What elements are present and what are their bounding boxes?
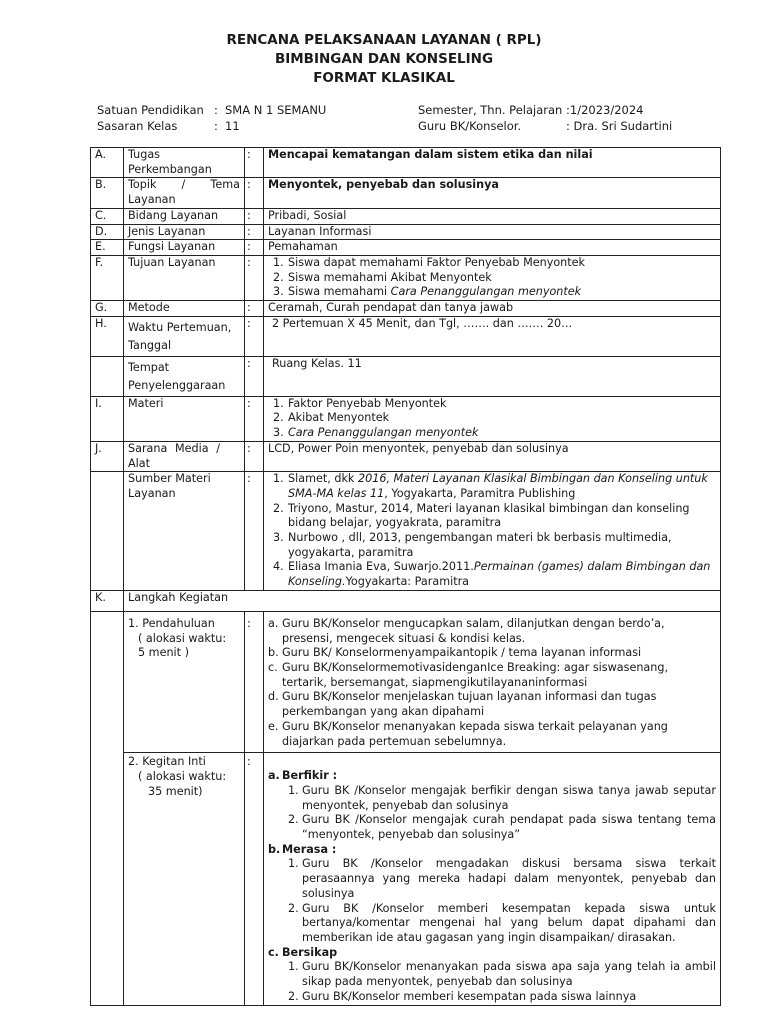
- label-line: Tempat: [128, 360, 170, 374]
- row-label: Fungsi Layanan: [124, 240, 245, 256]
- list-marker: 2.: [273, 501, 284, 515]
- reference-item: [268, 560, 716, 589]
- table-row: [91, 240, 721, 256]
- list-item: [268, 426, 716, 441]
- list-text: Guru BK/Konselor menjelaskan tujuan layanan informasi dan tugas perkembangan yang akan dipahami: [282, 690, 657, 719]
- list-marker: 3.: [273, 285, 284, 299]
- doc-title-line1: RENCANA PELAKSANAAN LAYANAN ( RPL): [226, 32, 542, 48]
- doc-title-line2: BIMBINGAN DAN KONSELING: [274, 51, 494, 67]
- row-number: [91, 611, 124, 1005]
- list-marker: a.: [268, 769, 280, 783]
- row-label: [124, 753, 245, 1006]
- row-number: E.: [91, 240, 124, 256]
- list-marker: 1.: [273, 396, 284, 410]
- row-number: G.: [91, 301, 124, 317]
- row-label: Jenis Layanan: [124, 224, 245, 240]
- list-marker: 3.: [273, 531, 284, 545]
- label-word: /: [181, 178, 186, 192]
- list-text: Guru BK/Konselor mengucapkan salam, dilanjutkan dengan berdo’a, presensi, mengecek situasi & kondisi kelas.: [282, 616, 665, 645]
- table-row: [91, 472, 721, 591]
- list-text: Guru BK /Konselor mengajak berfikir dengan siswa tanya jawab seputar menyontek, penyebab dan solusinya: [302, 783, 716, 812]
- table-row: [91, 441, 721, 471]
- list-text: Guru BK /Konselor memberi kesempatan kepada siswa untuk bertanya/komentar mengenai hal yang belum dapat dipahami dan memberikan ide atau gagasan yang ingin disampaikan/ dirasakan.: [302, 901, 716, 944]
- row-value: [264, 396, 721, 441]
- row-value: [264, 472, 721, 591]
- list-text: Guru BK/KonselormemotivasidenganIce Breaking: agar siswasenang, tertarik, bersemangat, siapmengikutilayananinformasi: [282, 660, 669, 689]
- table-row: [91, 590, 721, 611]
- list-marker: 1.: [273, 472, 284, 486]
- list-text-italic: Cara Penanggulangan menyontek: [390, 285, 582, 299]
- satuan-pendidikan-label: Satuan Pendidikan: [97, 103, 204, 117]
- row-value: LCD, Power Poin menyontek, penyebab dan solusinya: [264, 441, 721, 471]
- colon-cell: :: [245, 356, 264, 396]
- colon-cell: :: [245, 301, 264, 317]
- reference-item: [268, 531, 716, 560]
- row-label: [124, 148, 245, 178]
- guru-bk-value: : Dra. Sri Sudartini: [566, 119, 673, 133]
- list-text: Guru BK /Konselor mengadakan diskusi bersama siswa terkait perasaannya yang mereka hadapi dalam menyontek, penyebab dan solusinya: [302, 857, 716, 900]
- table-row: [91, 208, 721, 224]
- table-row: [91, 148, 721, 178]
- ref-text: Triyono, Mastur, 2014, Materi layanan klasikal bimbingan dan konseling bidang belajar, yogyakrata, paramitra: [288, 501, 690, 530]
- row-label: Tujuan Layanan: [124, 255, 245, 300]
- colon-cell: :: [245, 148, 264, 178]
- list-item: [268, 990, 716, 1005]
- row-label: Materi: [124, 396, 245, 441]
- row-number: J.: [91, 441, 124, 471]
- list-item: [268, 960, 716, 989]
- row-label: [124, 178, 245, 208]
- section-title: Berfikir :: [282, 769, 338, 783]
- row-number: F.: [91, 255, 124, 300]
- list-item: [268, 397, 716, 412]
- table-row: [91, 753, 721, 1006]
- colon-cell: :: [245, 753, 264, 1006]
- list-item: [268, 617, 716, 646]
- list-marker: 2.: [288, 989, 299, 1003]
- colon-cell: :: [245, 472, 264, 591]
- table-row: [91, 396, 721, 441]
- label-line: Penyelenggaraan: [128, 378, 226, 392]
- list-item: [268, 285, 716, 300]
- list-marker: a.: [268, 616, 279, 630]
- sasaran-colon: :: [214, 119, 218, 133]
- colon-cell: :: [245, 611, 264, 752]
- list-item: [268, 813, 716, 842]
- list-marker: e.: [268, 719, 279, 733]
- list-marker: b.: [268, 646, 279, 660]
- row-value: [264, 255, 721, 300]
- row-number: H.: [91, 316, 124, 356]
- section-heading: [268, 769, 716, 784]
- row-label: Bidang Layanan: [124, 208, 245, 224]
- list-marker: 2.: [288, 813, 299, 827]
- list-marker: b.: [268, 842, 281, 856]
- row-number: A.: [91, 148, 124, 178]
- row-label: [124, 316, 245, 356]
- label-line: [128, 178, 240, 193]
- colon-cell: :: [245, 255, 264, 300]
- label-line: Layanan: [128, 486, 176, 500]
- row-number: C.: [91, 208, 124, 224]
- ref-text: Eliasa Imania Eva, Suwarjo.2011.: [288, 560, 474, 574]
- ref-title: 2016, Materi Layanan Klasikal Bimbingan dan Konseling untuk SMA-MA kelas 11: [288, 472, 708, 500]
- list-item: [268, 857, 716, 901]
- list-marker: 1.: [288, 960, 299, 974]
- list-item: [268, 784, 716, 813]
- row-label: [124, 611, 245, 752]
- label-line: 5 menit ): [138, 646, 189, 660]
- row-label: Metode: [124, 301, 245, 317]
- list-text: Guru BK/ Konselormenyampaikantopik / tema layanan informasi: [282, 646, 642, 660]
- list-marker: 1.: [273, 255, 284, 269]
- table-row: [91, 224, 721, 240]
- list-item: [268, 646, 716, 661]
- label-line: Alat: [128, 456, 151, 470]
- section-heading: b. Merasa :: [268, 842, 337, 856]
- list-marker: c.: [268, 660, 278, 674]
- list-marker: 3.: [273, 426, 284, 440]
- list-text: Faktor Penyebab Menyontek: [288, 396, 447, 410]
- label-line: ( alokasi waktu:: [138, 631, 227, 645]
- list-text: Guru BK/Konselor menanyakan kepada siswa terkait pelayanan yang diajarkan pada pertemuan sebelumnya.: [282, 719, 668, 748]
- row-number: D.: [91, 224, 124, 240]
- list-item: [268, 690, 716, 719]
- row-value: Pemahaman: [264, 240, 721, 256]
- row-number: [91, 472, 124, 591]
- list-marker: 4.: [273, 560, 284, 574]
- ref-text: Nurbowo , dll, 2013, pengembangan materi bk berbasis multimedia, yogyakarta, paramitra: [288, 531, 672, 559]
- satuan-pendidikan-value: SMA N 1 SEMANU: [225, 103, 327, 117]
- list-item: [268, 902, 716, 946]
- row-label: [124, 472, 245, 591]
- label-line: Layanan: [128, 193, 176, 207]
- ref-text: , Yogyakarta, Paramitra Publishing: [384, 486, 576, 500]
- label-word: Topik: [128, 178, 157, 192]
- list-text: Akibat Menyontek: [288, 411, 390, 425]
- row-value: Layanan Informasi: [264, 224, 721, 240]
- list-text: Guru BK /Konselor mengajak curah pendapat pada siswa tentang tema “menyontek, penyebab dan solusinya”: [302, 813, 716, 842]
- label-line: Perkembangan: [128, 162, 212, 176]
- row-value: 2 Pertemuan X 45 Menit, dan Tgl, ……. dan ……. 20…: [264, 316, 721, 356]
- label-line: 1. Pendahuluan: [128, 616, 215, 630]
- label-line: ( alokasi waktu:: [138, 769, 227, 783]
- list-marker: 2.: [288, 901, 299, 915]
- label-word: Tema: [210, 178, 240, 192]
- label-word: Sarana: [128, 441, 168, 455]
- row-number: K.: [91, 590, 124, 611]
- semester-label: Semester, Thn. Pelajaran: [418, 103, 563, 117]
- colon-cell: :: [245, 441, 264, 471]
- row-label: [124, 441, 245, 471]
- list-text: Guru BK/Konselor menanyakan pada siswa apa saja yang telah ia ambil sikap pada menyontek, penyebab dan solusinya: [302, 960, 716, 989]
- list-marker: 1.: [288, 783, 299, 797]
- row-value: [264, 753, 721, 1006]
- ref-text: Slamet, dkk: [288, 472, 358, 486]
- colon-cell: :: [245, 240, 264, 256]
- label-line: [128, 442, 240, 457]
- guru-bk-label: Guru BK/Konselor.: [418, 119, 522, 133]
- label-line: Tugas: [128, 148, 161, 161]
- row-label: [124, 356, 245, 396]
- row-value: Ceramah, Curah pendapat dan tanya jawab: [264, 301, 721, 317]
- list-marker: d.: [268, 690, 279, 704]
- section-heading: [268, 946, 716, 961]
- label-line: 2. Kegitan Inti: [128, 755, 206, 769]
- rpl-table: [90, 147, 721, 1006]
- label-line: Sumber Materi: [128, 472, 211, 486]
- row-value: Mencapai kematangan dalam sistem etika dan nilai: [264, 148, 721, 178]
- label-word: /: [216, 441, 220, 455]
- list-item: [268, 661, 716, 690]
- label-line: Tanggal: [128, 338, 172, 352]
- row-number: B.: [91, 178, 124, 208]
- ref-title: Permainan (games) dalam Bimbingan dan Konseling.: [288, 560, 711, 589]
- row-number: I.: [91, 396, 124, 441]
- label-line: 35 menit): [148, 784, 203, 798]
- colon-cell: :: [245, 316, 264, 356]
- list-item: [268, 271, 716, 286]
- sasaran-kelas-value: 11: [225, 119, 240, 133]
- table-row: [91, 255, 721, 300]
- section-title: Bersikap: [282, 945, 338, 959]
- row-value: Ruang Kelas. 11: [264, 356, 721, 396]
- row-value: Pribadi, Sosial: [264, 208, 721, 224]
- colon-cell: :: [245, 396, 264, 441]
- table-row: [91, 301, 721, 317]
- colon-cell: :: [245, 224, 264, 240]
- colon-cell: :: [245, 208, 264, 224]
- row-number: [91, 356, 124, 396]
- row-label: Langkah Kegiatan: [124, 590, 721, 611]
- list-text: Guru BK/Konselor memberi kesempatan pada siswa lainnya: [302, 989, 637, 1003]
- list-marker: 2.: [273, 411, 284, 425]
- list-item: [268, 256, 716, 271]
- table-row: [91, 611, 721, 752]
- ref-text: Yogyakarta: Paramitra: [345, 575, 470, 589]
- list-text: Siswa dapat memahami Faktor Penyebab Menyontek: [288, 255, 585, 269]
- row-value: [264, 611, 721, 752]
- reference-item: [268, 472, 716, 501]
- doc-title-line3: FORMAT KLASIKAL: [313, 70, 455, 86]
- semester-value: :1/2023/2024: [566, 103, 644, 117]
- row-value: Menyontek, penyebab dan solusinya: [264, 178, 721, 208]
- list-marker: 1.: [288, 857, 299, 871]
- table-row: [91, 356, 721, 396]
- list-item: [268, 411, 716, 426]
- reference-item: [268, 502, 716, 531]
- label-word: Media: [174, 441, 209, 455]
- sasaran-kelas-label: Sasaran Kelas: [97, 119, 178, 133]
- satuan-colon: :: [214, 103, 218, 117]
- table-row: [91, 316, 721, 356]
- list-item: [268, 720, 716, 749]
- list-marker: c.: [268, 945, 279, 959]
- list-marker: 2.: [273, 270, 284, 284]
- label-line: Waktu Pertemuan,: [128, 320, 232, 334]
- list-text: Siswa memahami Akibat Menyontek: [288, 270, 492, 284]
- list-text-italic: Cara Penanggulangan menyontek: [288, 426, 479, 440]
- colon-cell: :: [245, 178, 264, 208]
- table-row: [91, 178, 721, 208]
- list-text: Siswa memahami: [288, 285, 391, 299]
- section-title: Merasa: [282, 842, 328, 856]
